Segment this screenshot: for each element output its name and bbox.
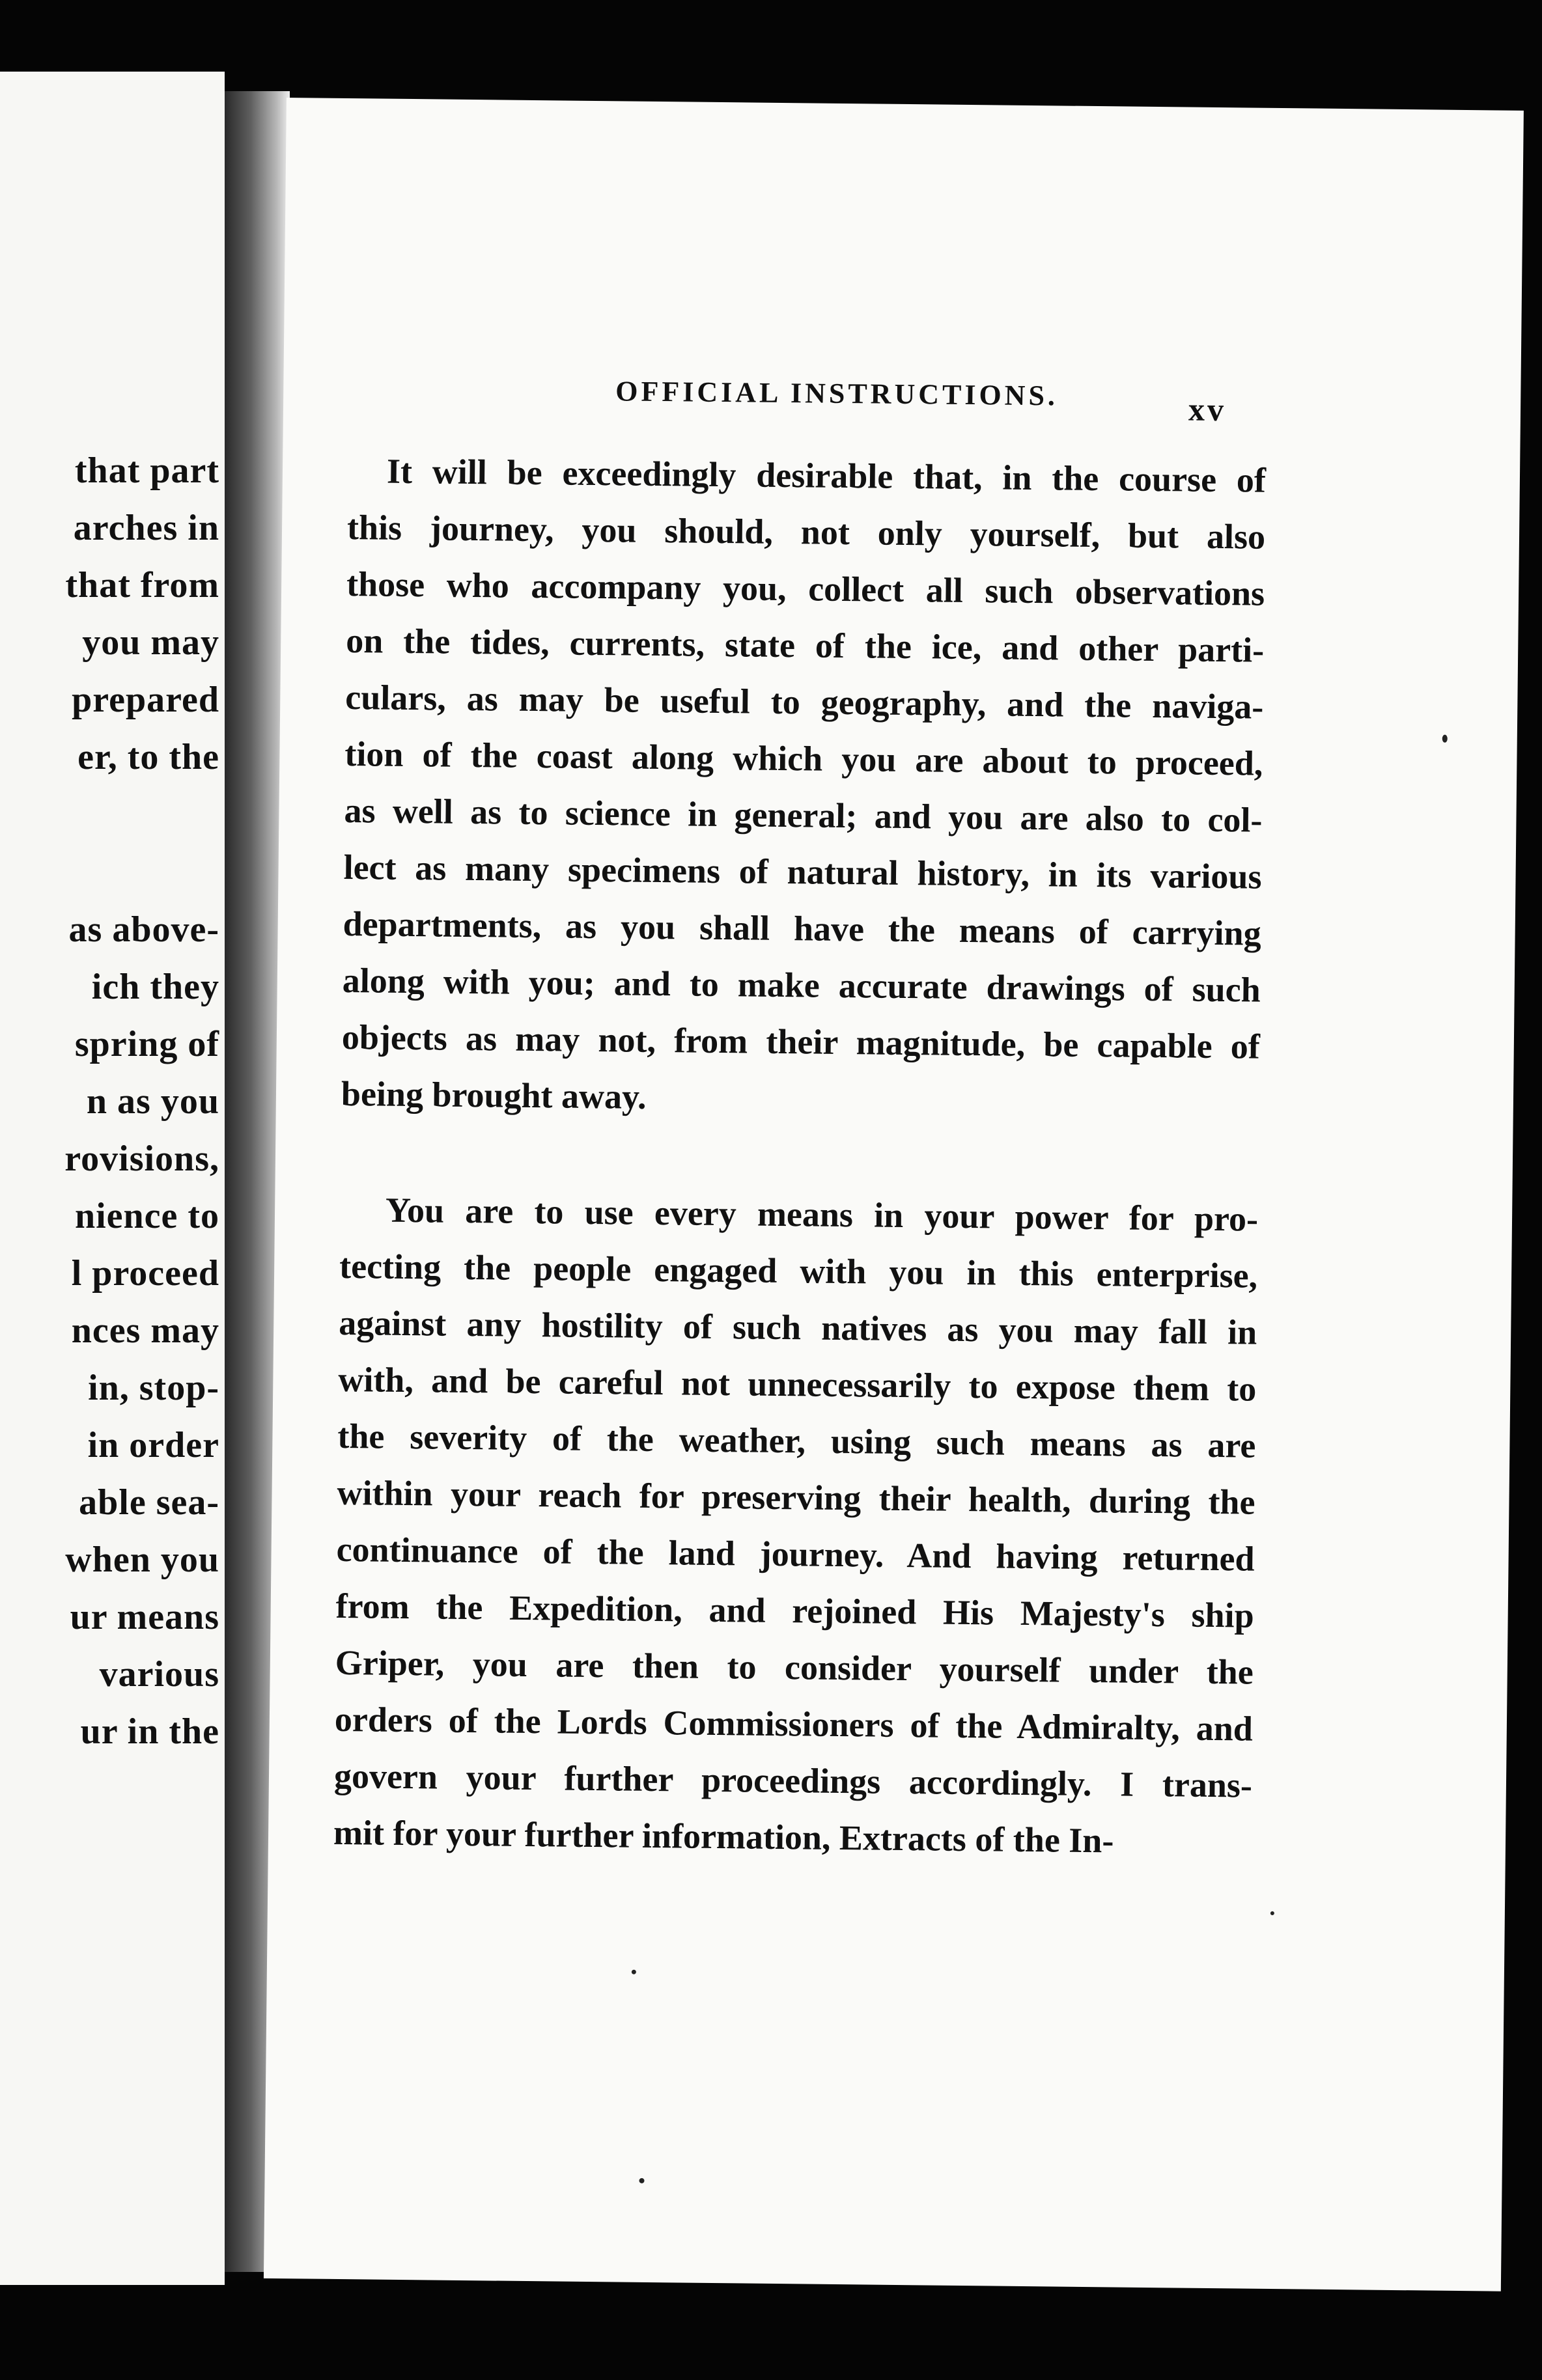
left-page-line: ich they [91,967,219,1007]
left-page-line: nces may [71,1310,219,1351]
text-line: Griper, you are then to consider yourself under the [335,1642,1254,1692]
ink-speck [639,2178,644,2183]
left-page-line: prepared [72,680,219,720]
left-page-line: you may [82,622,219,663]
text-line: tion of the coast along which you are about to proceed, [344,734,1263,783]
text-line: continuance of the land journey. And having returned [336,1529,1255,1579]
text-line: the severity of the weather, using such means as are [337,1416,1256,1465]
left-page-line: as above- [68,909,219,950]
ink-speck [632,1970,636,1974]
left-page-line: n as you [86,1081,219,1122]
left-page-line: ur in the [80,1711,219,1752]
text-line: being brought away. [341,1073,647,1116]
right-page [264,98,1524,2291]
ink-speck [1442,735,1448,743]
text-line: along with you; and to make accurate drawings of such [342,960,1261,1010]
text-line: those who accompany you, collect all such observations [346,564,1265,613]
text-line: with, and be careful not unnecessarily to expose them to [338,1359,1257,1409]
left-page-line: spring of [74,1024,219,1064]
text-line: on the tides, currents, state of the ice, and other parti- [345,621,1265,670]
text-line: mit for your further information, Extracts of the In- [333,1812,1114,1861]
left-page-line: that part [74,450,219,491]
left-page-line: when you [65,1540,219,1580]
text-line: objects as may not, from their magnitude, be capable of [341,1017,1261,1066]
text-line: orders of the Lords Commissioners of the Admiralty, and [334,1699,1254,1749]
text-line: You are to use every means in your power for pro- [385,1190,1259,1239]
running-header: OFFICIAL INSTRUCTIONS. [615,375,1059,412]
left-page-line: able sea- [79,1482,219,1523]
left-page [0,72,225,2285]
text-line: culars, as may be useful to geography, and the naviga- [345,677,1264,726]
left-page-line: ur means [70,1597,219,1637]
text-line: within your reach for preserving their health, during the [337,1473,1255,1522]
text-line: from the Expedition, and rejoined His Majesty's ship [335,1586,1254,1635]
left-page-line: l proceed [71,1253,219,1294]
left-page-line: nience to [74,1196,219,1236]
text-line: lect as many specimens of natural history, in its various [343,847,1262,896]
text-line: tecting the people engaged with you in this enterprise, [339,1246,1258,1295]
text-line: against any hostility of such natives as you may fall in [338,1303,1257,1352]
text-line: this journey, you should, not only yourself, but also [346,508,1266,557]
text-line: It will be exceedingly desirable that, in the course of [386,451,1267,500]
left-page-line: arches in [73,508,219,548]
left-page-line: in order [87,1425,219,1465]
left-page-line: various [99,1654,219,1695]
left-page-line: in, stop- [88,1368,219,1408]
page-number: xv [1188,391,1227,428]
left-page-line: er, to the [77,737,219,777]
text-line: as well as to science in general; and you are also to col- [344,790,1263,840]
text-line: departments, as you shall have the means of carrying [343,904,1261,953]
ink-speck [1270,1911,1274,1915]
text-line: govern your further proceedings accordingly. I trans- [333,1756,1253,1805]
left-page-line: that from [65,565,219,605]
left-page-line: rovisions, [64,1139,219,1179]
